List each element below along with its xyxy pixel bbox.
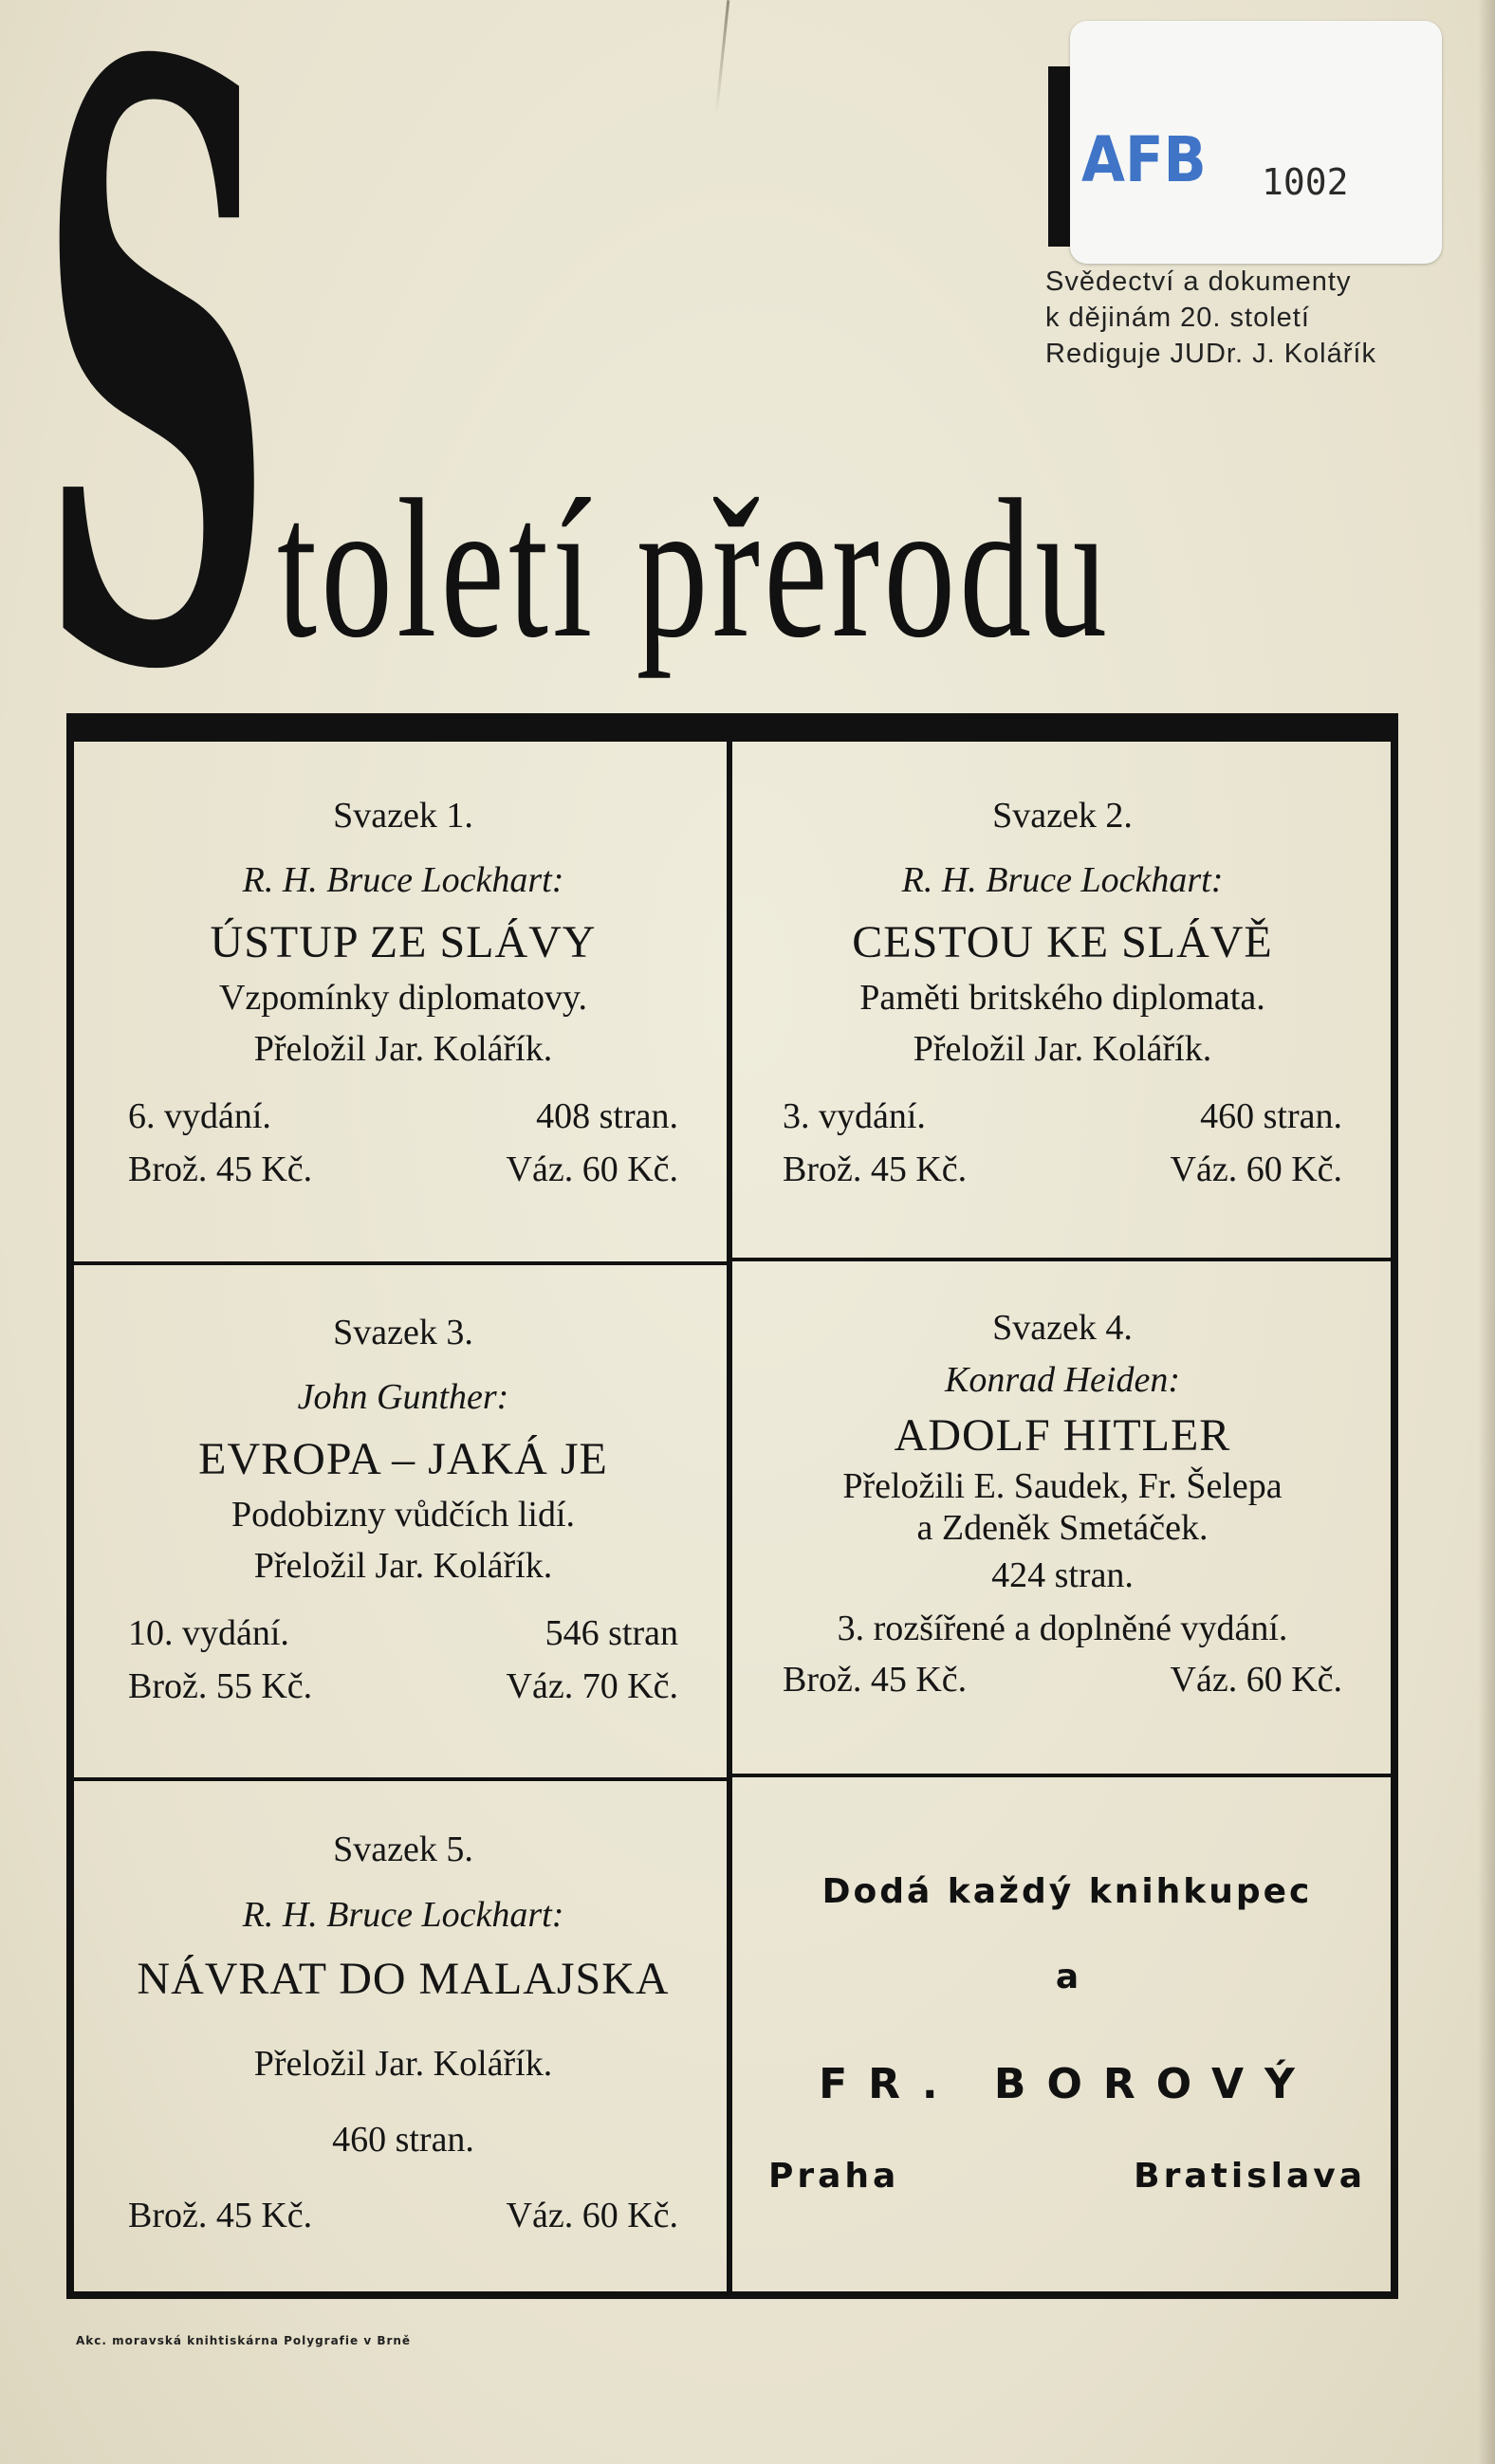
sticker-code: AFB [1081,123,1207,196]
volume-number: Svazek 3. [333,1313,473,1352]
volume-author: R. H. Bruce Lockhart: [901,860,1224,900]
sales-block [740,1859,1394,2210]
volume-pages: 408 stran. [536,1096,678,1136]
volume-title: CESTOU KE SLÁVĚ [852,917,1273,967]
sales-conjunction: a [1055,1958,1080,1996]
city-prague: Praha [768,2157,900,2196]
volume-number: Svazek 1. [333,796,473,836]
volume-price-row [128,1143,678,1196]
volume-pages: 460 stran. [332,2120,474,2160]
frame-divider-horizontal [74,1777,729,1781]
price-paperback: Brož. 55 Kč. [128,1666,313,1706]
volume-number: Svazek 4. [992,1308,1133,1348]
price-paperback: Brož. 45 Kč. [128,2196,313,2235]
volume-price-row [128,1660,678,1713]
frame-divider-horizontal [74,1261,729,1265]
volume-title: ÚSTUP ZE SLÁVY [210,917,597,967]
volume-translator: Přeložil Jar. Kolářík. [253,1029,553,1069]
volume-translator: Přeložili E. Saudek, Fr. Šelepa [842,1466,1283,1506]
volume-2-entry [783,792,1342,1196]
series-line: Svědectví a dokumenty [1045,267,1352,297]
volume-translator: Přeložil Jar. Kolářík. [253,2044,553,2084]
title-rest: toletí přerodu [277,459,1112,679]
publisher-cities [740,2143,1394,2210]
volume-edition-row [783,1090,1342,1143]
volume-translator-cont: a Zdeněk Smetáček. [916,1508,1209,1548]
volume-edition: 10. vydání. [128,1613,289,1653]
volume-pages: 546 stran [544,1613,678,1653]
volume-subtitle: Paměti britského diplomata. [859,978,1265,1018]
series-line: Rediguje JUDr. J. Kolářík [1045,339,1376,369]
sticker-number: 1002 [1262,161,1349,203]
price-paperback: Brož. 45 Kč. [783,1149,968,1189]
volume-subtitle: Vzpomínky diplomatovy. [218,978,588,1018]
volume-translator: Přeložil Jar. Kolářík. [913,1029,1212,1069]
volume-4-entry [783,1304,1342,1704]
volume-edition: 6. vydání. [128,1096,271,1136]
volume-title: EVROPA – JAKÁ JE [198,1434,608,1484]
price-bound: Váz. 60 Kč. [506,2196,678,2235]
volume-subtitle: Podobizny vůdčích lidí. [231,1495,576,1535]
price-bound: Váz. 60 Kč. [1170,1149,1342,1189]
price-paperback: Brož. 45 Kč. [128,1149,313,1189]
volume-pages: 424 stran. [991,1555,1134,1595]
frame-divider-horizontal [732,1774,1391,1777]
volume-edition-row [128,1607,678,1660]
sales-line: Dodá každý knihkupec [821,1872,1313,1911]
printer-imprint: Akc. moravská knihtiskárna Polygrafie v Brně [76,2334,412,2347]
volume-number: Svazek 2. [992,796,1133,836]
title-initial: S [38,0,274,849]
frame-divider-horizontal [732,1258,1391,1261]
price-bound: Váz. 60 Kč. [506,1149,678,1189]
series-description [1045,264,1376,372]
frame-divider-vertical [727,740,732,2291]
volume-number: Svazek 5. [333,1830,473,1869]
volume-edition: 3. rozšířené a doplněné vydání. [837,1609,1288,1648]
volume-pages: 460 stran. [1200,1096,1342,1136]
series-line: k dějinám 20. století [1045,303,1310,333]
price-paperback: Brož. 45 Kč. [783,1660,968,1700]
price-bound: Váz. 70 Kč. [506,1666,678,1706]
city-bratislava: Bratislava [1134,2157,1366,2196]
volume-author: R. H. Bruce Lockhart: [242,1895,564,1935]
paper-crease [715,0,730,114]
volume-price-row [783,1143,1342,1196]
volume-author: R. H. Bruce Lockhart: [242,860,564,900]
volume-title: ADOLF HITLER [894,1410,1231,1461]
volume-price-row [128,2182,678,2249]
publisher-name: FR. BOROVÝ [819,2060,1316,2108]
price-bound: Váz. 60 Kč. [1170,1660,1342,1700]
volume-1-entry [128,792,678,1196]
volume-edition-row [128,1090,678,1143]
volume-5-entry [128,1826,678,2249]
page-edge-shadow [1478,0,1495,2464]
volume-edition: 3. vydání. [783,1096,926,1136]
volume-3-entry [128,1309,678,1713]
volume-title: NÁVRAT DO MALAJSKA [137,1954,670,2004]
volume-translator: Přeložil Jar. Kolářík. [253,1546,553,1586]
volume-author: John Gunther: [297,1377,509,1417]
volume-price-row [783,1655,1342,1704]
volume-author: Konrad Heiden: [944,1360,1181,1400]
